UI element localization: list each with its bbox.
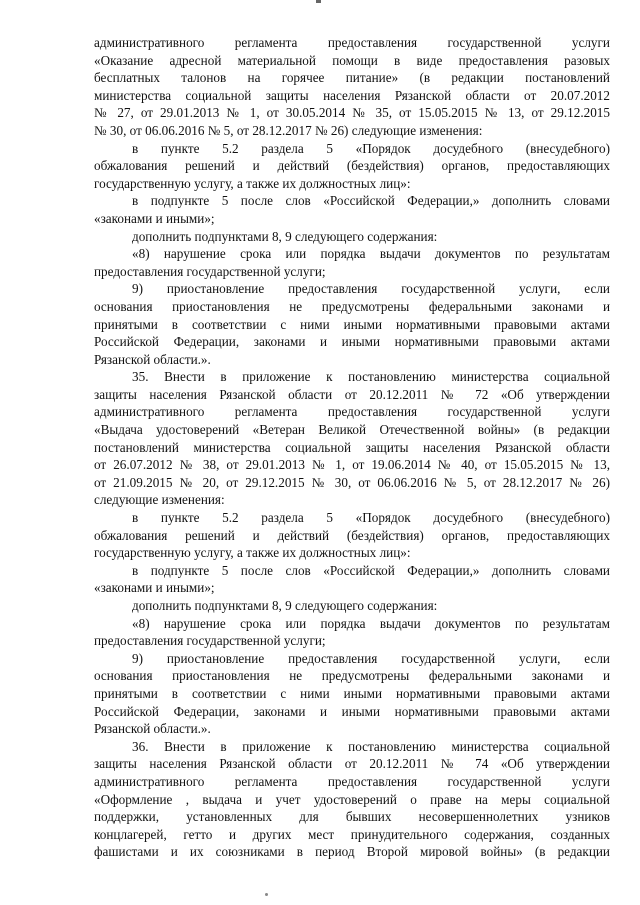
paragraph-line: обжалования решений и действий (бездействия) органов, предоставляющих [94, 527, 610, 543]
paragraph-line: от 26.07.2012 № 38, от 29.01.2013 № 1, от 19.06.2014 № 40, от 15.05.2015 № 13, [94, 457, 610, 473]
paragraph-line: 36. Внести в приложение к постановлению министерства социальной [132, 738, 610, 754]
paragraph-line: 9) приостановление предоставления государственной услуги, если [132, 281, 610, 297]
paragraph-line: дополнить подпунктами 8, 9 следующего содержания: [132, 228, 438, 244]
paragraph-line: Российской Федерации, законами и иными нормативными правовыми актами [94, 334, 610, 350]
paragraph-line: защиты населения Рязанской области от 20.12.2011 № 72 «Об утверждении [94, 386, 610, 402]
scan-mark [316, 0, 321, 3]
paragraph-line: основания приостановления не предусмотрены федеральными законами и [94, 298, 610, 314]
paragraph-line: 9) приостановление предоставления государственной услуги, если [132, 650, 610, 666]
paragraph-line: государственную услугу, а также их должностных лиц»: [94, 545, 411, 561]
paragraph-line: Рязанской области.». [94, 721, 211, 737]
paragraph-line: концлагерей, гетто и других мест принудительного содержания, созданных [94, 826, 610, 842]
paragraph-line: «8) нарушение срока или порядка выдачи документов по результатам [132, 615, 610, 631]
paragraph-line: «Выдача удостоверений «Ветеран Великой Отечественной войны» (в редакции [94, 422, 610, 438]
paragraph-line: 35. Внести в приложение к постановлению министерства социальной [132, 369, 610, 385]
paragraph-line: министерства социальной защиты населения Рязанской области от 20.07.2012 [94, 87, 610, 103]
paragraph-line: «Оформление , выдача и учет удостоверений о праве на меры социальной [94, 791, 610, 807]
paragraph-line: «8) нарушение срока или порядка выдачи документов по результатам [132, 246, 610, 262]
paragraph-line: защиты населения Рязанской области от 20.12.2011 № 74 «Об утверждении [94, 756, 610, 772]
paragraph-line: предоставления государственной услуги; [94, 633, 326, 649]
paragraph-line: № 30, от 06.06.2016 № 5, от 28.12.2017 № 26) следующие изменения: [94, 122, 483, 138]
paragraph-line: от 21.09.2015 № 20, от 29.12.2015 № 30, от 06.06.2016 № 5, от 28.12.2017 № 26) [94, 474, 610, 490]
paragraph-line: фашистами и их союзниками в период Второй мировой войны» (в редакции [94, 844, 610, 860]
paragraph-line: постановлений министерства социальной защиты населения Рязанской области [94, 439, 610, 455]
paragraph-line: основания приостановления не предусмотрены федеральными законами и [94, 668, 610, 684]
paragraph-line: в пункте 5.2 раздела 5 «Порядок досудебного (внесудебного) [132, 140, 610, 156]
paragraph-line: государственную услугу, а также их должностных лиц»: [94, 175, 411, 191]
paragraph-line: № 27, от 29.01.2013 № 1, от 30.05.2014 № 35, от 15.05.2015 № 13, от 29.12.2015 [94, 105, 610, 121]
paragraph-line: поддержки, установленных для бывших несовершеннолетних узников [94, 809, 610, 825]
paragraph-line: в пункте 5.2 раздела 5 «Порядок досудебного (внесудебного) [132, 510, 610, 526]
paragraph-line: «Оказание адресной материальной помощи в виде предоставления разовых [94, 52, 610, 68]
scan-dot [265, 893, 268, 896]
paragraph-line: «законами и иными»; [94, 580, 215, 596]
paragraph-line: обжалования решений и действий (бездействия) органов, предоставляющих [94, 158, 610, 174]
paragraph-line: административного регламента предоставления государственной услуги [94, 404, 610, 420]
paragraph-line: административного регламента предоставления государственной услуги [94, 773, 610, 789]
paragraph-line: в подпункте 5 после слов «Российской Федерации,» дополнить словами [132, 562, 610, 578]
paragraph-line: следующие изменения: [94, 492, 225, 508]
paragraph-line: предоставления государственной услуги; [94, 263, 326, 279]
document-body [94, 34, 610, 861]
paragraph-line: Российской Федерации, законами и иными нормативными правовыми актами [94, 703, 610, 719]
paragraph-line: дополнить подпунктами 8, 9 следующего содержания: [132, 598, 438, 613]
paragraph-line: административного регламента предоставления государственной услуги [94, 35, 610, 50]
paragraph-line: принятыми в соответствии с ними иными нормативными правовыми актами [94, 316, 610, 332]
paragraph-line: принятыми в соответствии с ними иными нормативными правовыми актами [94, 685, 610, 701]
paragraph-line: «законами и иными»; [94, 210, 215, 226]
paragraph-line: в подпункте 5 после слов «Российской Федерации,» дополнить словами [132, 193, 610, 209]
paragraph-line: Рязанской области.». [94, 351, 211, 367]
paragraph-line: бесплатных талонов на горячее питание» (в редакции постановлений [94, 70, 610, 86]
